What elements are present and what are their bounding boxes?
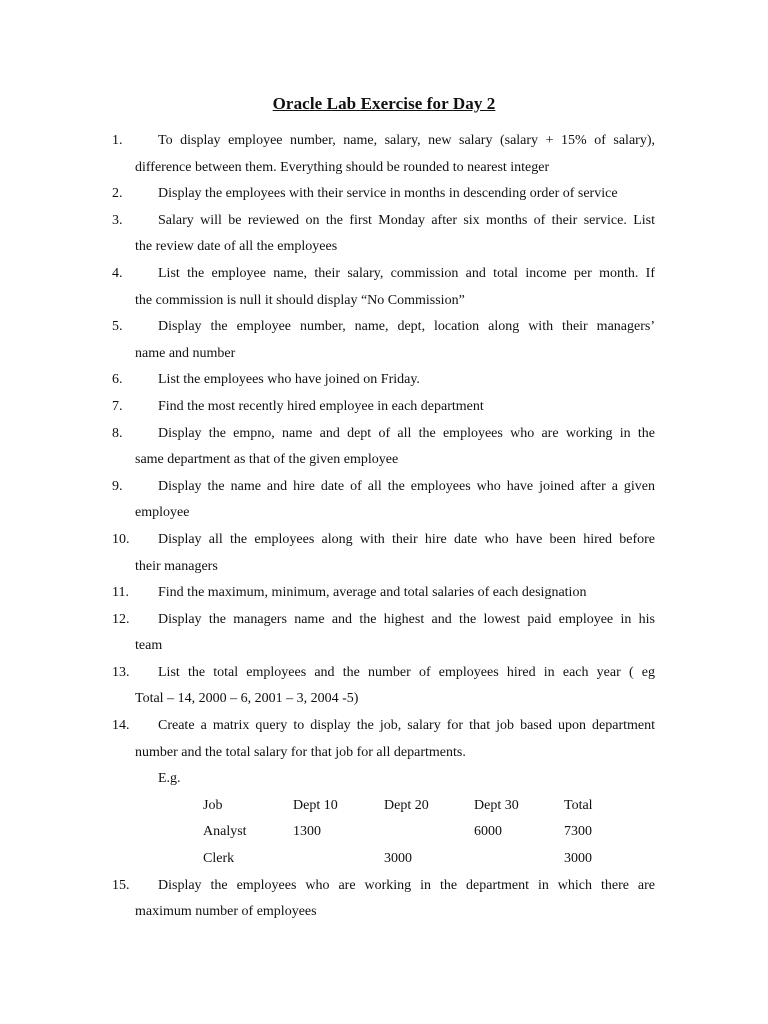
item-number: 10. <box>112 531 130 547</box>
item-text: Salary will be reviewed on the first Monday after six months of their service. List <box>158 212 655 228</box>
item-number: 7. <box>112 398 123 414</box>
exercise-item-4 <box>0 261 768 314</box>
matrix-header-row <box>0 793 768 820</box>
exercise-item-8 <box>0 421 768 474</box>
item-number: 3. <box>112 212 123 228</box>
exercise-item-6 <box>0 367 768 394</box>
matrix-cell: 6000 <box>474 824 502 840</box>
item-number: 11. <box>112 585 129 601</box>
matrix-cell: Analyst <box>203 824 247 840</box>
item-text: To display employee number, name, salary, new salary (salary + 15% of salary), <box>158 133 655 148</box>
item-text: Create a matrix query to display the job, salary for that job based upon department <box>158 718 655 734</box>
matrix-header-cell: Dept 30 <box>474 797 519 813</box>
item-text: employee <box>135 505 190 521</box>
matrix-header-cell: Dept 10 <box>293 797 338 813</box>
item-text: Display the managers name and the highest and the lowest paid employee in his <box>158 611 655 627</box>
item-number: 9. <box>112 478 123 494</box>
item-number: 14. <box>112 718 130 734</box>
example-label: E.g. <box>158 771 181 787</box>
exercise-item-12 <box>0 607 768 660</box>
matrix-table <box>0 793 768 873</box>
item-text: Display the employees who are working in the department in which there are <box>158 877 655 893</box>
matrix-cell: 3000 <box>384 851 412 867</box>
exercise-item-5 <box>0 314 768 367</box>
matrix-header-cell: Total <box>564 797 593 813</box>
exercise-item-13 <box>0 660 768 713</box>
item-text: same department as that of the given employee <box>135 452 399 468</box>
item-text: maximum number of employees <box>135 904 317 920</box>
matrix-header-cell: Dept 20 <box>384 797 429 813</box>
matrix-row <box>0 819 768 846</box>
matrix-cell: 7300 <box>564 824 592 840</box>
item-text: List the total employees and the number of employees hired in each year ( eg <box>158 664 655 680</box>
matrix-header-cell: Job <box>203 797 223 813</box>
matrix-cell: 3000 <box>564 851 592 867</box>
item-text: number and the total salary for that job for all departments. <box>135 744 466 760</box>
item-text: difference between them. Everything should be rounded to nearest integer <box>135 159 550 175</box>
exercise-list <box>0 128 768 926</box>
item-text: List the employees who have joined on Friday. <box>158 372 420 388</box>
item-text: the commission is null it should display “No Commission” <box>135 292 465 308</box>
matrix-cell: Clerk <box>203 851 235 867</box>
item-text: Find the most recently hired employee in each department <box>158 398 484 414</box>
item-text: team <box>135 638 163 654</box>
exercise-item-14 <box>0 713 768 873</box>
item-number: 1. <box>112 133 123 148</box>
item-text: Display the empno, name and dept of all the employees who are working in the <box>158 425 655 441</box>
exercise-item-10 <box>0 527 768 580</box>
item-text: name and number <box>135 345 236 361</box>
exercise-item-7 <box>0 394 768 421</box>
matrix-row <box>0 846 768 873</box>
exercise-item-1 <box>0 128 768 181</box>
item-text: Display all the employees along with their hire date who have been hired before <box>158 531 655 547</box>
item-text: Display the employees with their service in months in descending order of service <box>158 186 618 202</box>
item-text: Display the name and hire date of all the employees who have joined after a given <box>158 478 655 494</box>
item-number: 4. <box>112 265 123 281</box>
item-text: Display the employee number, name, dept, location along with their managers’ <box>158 319 655 335</box>
item-text: Find the maximum, minimum, average and total salaries of each designation <box>158 585 587 601</box>
exercise-item-15 <box>0 873 768 926</box>
matrix-cell: 1300 <box>293 824 321 840</box>
exercise-item-2 <box>0 181 768 208</box>
item-text: their managers <box>135 558 218 574</box>
item-number: 2. <box>112 186 123 202</box>
item-text: the review date of all the employees <box>135 239 338 255</box>
item-number: 6. <box>112 372 123 388</box>
item-text: Total – 14, 2000 – 6, 2001 – 3, 2004 -5) <box>135 691 359 707</box>
exercise-item-3 <box>0 208 768 261</box>
item-text: List the employee name, their salary, commission and total income per month. If <box>158 265 655 281</box>
item-number: 13. <box>112 664 130 680</box>
exercise-item-11 <box>0 580 768 607</box>
exercise-item-9 <box>0 474 768 527</box>
item-number: 12. <box>112 611 130 627</box>
item-number: 8. <box>112 425 123 441</box>
item-number: 15. <box>112 877 130 893</box>
page-title: Oracle Lab Exercise for Day 2 <box>272 94 496 113</box>
item-number: 5. <box>112 319 123 335</box>
